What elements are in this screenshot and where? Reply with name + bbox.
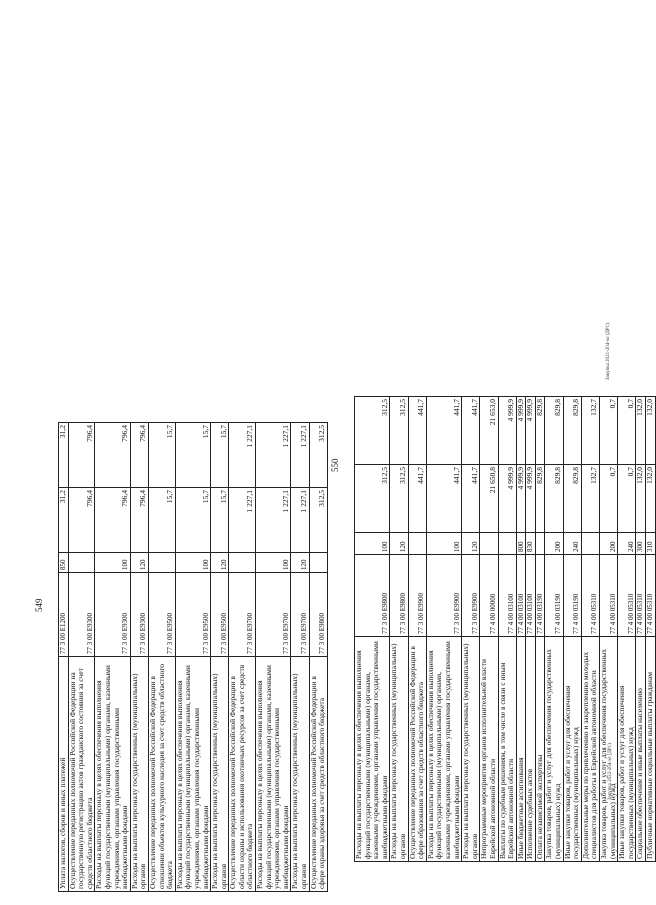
row-amount-year2: 15,7 [175, 423, 210, 488]
row-code: 77 4 00 03190 [563, 555, 581, 637]
table-row [68, 423, 95, 892]
row-code: 77 4 00 05310 [636, 555, 646, 637]
row-code: 77 4 00 05310 [581, 555, 599, 637]
row-amount-year1: 15,7 [148, 488, 175, 553]
row-amount-year2: 796,4 [130, 423, 148, 488]
row-name: Расходы на выплаты персоналу государственных (муниципальных) органов [462, 637, 480, 862]
row-code: 77 3 00 E9800 [355, 555, 390, 637]
row-name: Публичные нормативные социальные выплаты гражданам [646, 637, 656, 862]
row-amount-year1: 829,8 [563, 465, 581, 533]
row-amount-year2: 441,7 [462, 397, 480, 465]
row-amount-year2: 15,7 [211, 423, 229, 488]
table-row [581, 397, 599, 862]
row-amount-year2: 441,7 [426, 397, 461, 465]
row-code: 77 3 00 E9900 [408, 555, 426, 637]
row-expense-type [408, 533, 426, 555]
row-expense-type: 100 [426, 533, 461, 555]
row-amount-year2: 4 999,9 [526, 397, 536, 465]
row-code: 77 3 00 E9500 [211, 573, 229, 657]
row-amount-year2: 0,7 [600, 397, 618, 465]
table-row [545, 397, 563, 862]
table-row [498, 397, 516, 862]
row-amount-year1: 15,7 [175, 488, 210, 553]
row-amount-year1: 1 227,1 [256, 488, 291, 553]
row-name: Осуществление переданных полномочий Российской Федерации в сфере охраны здоровья за счет средств областного бюджета [309, 657, 327, 892]
row-expense-type: 240 [563, 533, 581, 555]
row-amount-year1: 132,0 [636, 465, 646, 533]
row-expense-type [480, 533, 498, 555]
row-amount-year1: 312,5 [355, 465, 390, 533]
row-amount-year2: 312,5 [309, 423, 327, 488]
row-amount-year2: 829,8 [545, 397, 563, 465]
row-expense-type: 200 [600, 533, 618, 555]
page-footer: Закупка 2021-204-эл (ДР1) [606, 323, 611, 380]
row-expense-type [68, 553, 95, 573]
row-code: 77 4 00 03100 [516, 555, 526, 637]
row-amount-year1: 21 650,8 [480, 465, 498, 533]
row-expense-type: 200 [545, 533, 563, 555]
row-name: Расходы на выплаты персоналу в целях обеспечения выполнения функций государственными (муниципальными) органами, казенными учреждениями, органами управления государственными внебюджетными фондами [175, 657, 210, 892]
table-row [256, 423, 291, 892]
row-name: Исполнение судебных актов [526, 637, 536, 862]
row-expense-type: 830 [526, 533, 536, 555]
table-row [148, 423, 175, 892]
row-amount-year1: 132,0 [646, 465, 656, 533]
table-row [618, 397, 636, 862]
row-amount-year2: 312,5 [355, 397, 390, 465]
row-amount-year2: 1 227,1 [291, 423, 309, 488]
row-amount-year1: 796,4 [130, 488, 148, 553]
row-name: Иные закупки товаров, работ и услуг для обеспечения государственных (муниципальных) нужд [563, 637, 581, 862]
row-code: 77 3 00 E9500 [175, 573, 210, 657]
row-name: Уплата налогов, сборов и иных платежей [59, 657, 69, 892]
row-amount-year1: 796,4 [68, 488, 95, 553]
table-row [59, 423, 69, 892]
row-name: Закупка товаров, работ и услуг для обеспечения государственных (муниципальных) нужд [600, 637, 618, 862]
row-expense-type [581, 533, 599, 555]
row-expense-type: 300 [636, 533, 646, 555]
left-page [34, 332, 327, 892]
row-name: Выплаты по судебным решениям, в том числе в связи с иным Еврейской автономной области [498, 637, 516, 862]
row-amount-year1: 132,7 [581, 465, 599, 533]
row-amount-year1: 312,5 [390, 465, 408, 533]
row-name: Дополнительные меры по привлечению и закреплению молодых специалистов для работы в Еврейской автономной области [581, 637, 599, 862]
row-amount-year2: 829,8 [535, 397, 545, 465]
right-page [330, 72, 654, 862]
table-row [426, 397, 461, 862]
row-amount-year1: 31,2 [59, 488, 69, 553]
page-number: 549 [34, 598, 44, 612]
row-amount-year2: 132,0 [636, 397, 646, 465]
row-amount-year2: 15,7 [148, 423, 175, 488]
row-code: 77 3 00 E9900 [462, 555, 480, 637]
row-amount-year2: 312,5 [390, 397, 408, 465]
row-amount-year2: 21 653,0 [480, 397, 498, 465]
row-amount-year1: 1 227,1 [229, 488, 256, 553]
row-name: Расходы на выплаты персоналу государственных (муниципальных) органов [130, 657, 148, 892]
table-row [646, 397, 656, 862]
table-row [130, 423, 148, 892]
table-row [211, 423, 229, 892]
row-code: 77 4 00 03190 [535, 555, 545, 637]
row-name: Социальное обеспечение и иные выплаты населению [636, 637, 646, 862]
row-amount-year2: 441,7 [408, 397, 426, 465]
row-code: 77 3 00 E9500 [148, 573, 175, 657]
row-amount-year2: 0,7 [618, 397, 636, 465]
row-amount-year1: 312,5 [309, 488, 327, 553]
row-name: Осуществление переданных полномочий Российской Федерации в сфере образования за счет средств областного бюджета [408, 637, 426, 862]
row-amount-year2: 132,0 [646, 397, 656, 465]
row-expense-type [148, 553, 175, 573]
row-expense-type [535, 533, 545, 555]
table-row [355, 397, 390, 862]
row-name: Расходы на выплаты персоналу в целях обеспечения выполнения функций государственными (муниципальными) органами, казенными учреждениями, органами управления государственными внебюджетными фондами [95, 657, 130, 892]
row-code: 77 4 00 03100 [498, 555, 516, 637]
table-row [229, 423, 256, 892]
row-name: Расходы на выплаты персоналу государственных (муниципальных) органов [291, 657, 309, 892]
row-code: 77 3 00 E9700 [229, 573, 256, 657]
row-name: Непрограммные мероприятия органов исполнительной власти Еврейской автономной области [480, 637, 498, 862]
row-amount-year2: 829,8 [563, 397, 581, 465]
row-name: Расходы на выплаты персоналу государственных (муниципальных) органов [211, 657, 229, 892]
budget-table [58, 422, 328, 892]
row-name: Расходы на выплаты персоналу в целях обеспечения выполнения функций государственными (муниципальными) органами, казенными учреждениями, органами управления государственными внебюджетными фондами [426, 637, 461, 862]
row-amount-year2: 132,7 [581, 397, 599, 465]
table-row [462, 397, 480, 862]
row-code: 77 3 00 E1200 [59, 573, 69, 657]
row-amount-year2: 1 227,1 [256, 423, 291, 488]
row-code: 77 3 00 E9300 [95, 573, 130, 657]
row-amount-year1: 441,7 [462, 465, 480, 533]
table-row [408, 397, 426, 862]
row-amount-year1: 1 227,1 [291, 488, 309, 553]
row-expense-type [498, 533, 516, 555]
row-expense-type: 120 [291, 553, 309, 573]
row-amount-year1: 796,4 [95, 488, 130, 553]
table-row [526, 397, 536, 862]
row-amount-year2: 796,4 [68, 423, 95, 488]
row-amount-year2: 4 999,9 [498, 397, 516, 465]
row-expense-type: 120 [390, 533, 408, 555]
row-code: 77 4 00 00000 [480, 555, 498, 637]
row-name: Оплата независимой экспертизы [535, 637, 545, 862]
row-code: 77 3 00 E9800 [390, 555, 408, 637]
row-amount-year1: 441,7 [408, 465, 426, 533]
row-expense-type: 310 [646, 533, 656, 555]
row-name: Осуществление переданных полномочий Российской Федерации в области охраны и использования охотничьих ресурсов за счет средств областного бюджета [229, 657, 256, 892]
row-expense-type [309, 553, 327, 573]
row-expense-type: 100 [95, 553, 130, 573]
page-number: 550 [330, 458, 340, 472]
row-amount-year2: 1 227,1 [229, 423, 256, 488]
row-code: 77 4 00 03190 [545, 555, 563, 637]
row-amount-year1: 441,7 [426, 465, 461, 533]
row-expense-type: 800 [516, 533, 526, 555]
row-amount-year1: 15,7 [211, 488, 229, 553]
row-code: 77 3 00 E9700 [291, 573, 309, 657]
row-expense-type: 100 [355, 533, 390, 555]
row-code: 77 4 00 03100 [526, 555, 536, 637]
row-amount-year1: 4 999,9 [526, 465, 536, 533]
row-code: 77 4 00 05310 [646, 555, 656, 637]
row-amount-year2: 31,2 [59, 423, 69, 488]
row-code: 77 3 00 E9700 [256, 573, 291, 657]
row-name: Расходы на выплаты персоналу в целях обеспечения выполнения функций государственными (муниципальными) органами, казенными учреждениями, органами управления государственными внебюджетными фондами [355, 637, 390, 862]
row-code: 77 3 00 E9800 [309, 573, 327, 657]
row-amount-year2: 796,4 [95, 423, 130, 488]
row-expense-type [229, 553, 256, 573]
row-code: 77 4 00 05310 [600, 555, 618, 637]
row-amount-year1: 0,7 [600, 465, 618, 533]
row-name: Осуществление переданных полномочий Российской Федерации в отношении объектов культурного наследия за счет средств областного бюджета [148, 657, 175, 892]
row-code: 77 3 00 E9300 [68, 573, 95, 657]
row-expense-type: 850 [59, 553, 69, 573]
row-name: Осуществление переданных полномочий Российской Федерации на государственную регистрацию актов гражданского состояния за счет средств областного бюджета [68, 657, 95, 892]
row-code: 77 3 00 E9900 [426, 555, 461, 637]
row-code: 77 4 00 05310 [618, 555, 636, 637]
table-row [175, 423, 210, 892]
row-amount-year1: 0,7 [618, 465, 636, 533]
row-name: Расходы на выплаты персоналу в целях обеспечения выполнения функций государственными (муниципальными) органами, казенными учреждениями, органами управления государственными внебюджетными фондами [256, 657, 291, 892]
row-amount-year1: 829,8 [535, 465, 545, 533]
row-name: Иные бюджетные ассигнования [516, 637, 526, 862]
table-row [480, 397, 498, 862]
row-amount-year1: 4 999,9 [516, 465, 526, 533]
row-amount-year1: 4 999,9 [498, 465, 516, 533]
table-row [563, 397, 581, 862]
table-row [95, 423, 130, 892]
page-footer: Закупка 2022-204-эл (ДР1) [608, 743, 613, 800]
row-code: 77 3 00 E9300 [130, 573, 148, 657]
row-name: Иные закупки товаров, работ и услуг для обеспечения государственных (муниципальных) нужд [618, 637, 636, 862]
row-expense-type: 120 [462, 533, 480, 555]
row-expense-type: 100 [175, 553, 210, 573]
row-expense-type: 120 [130, 553, 148, 573]
row-name: Расходы на выплаты персоналу государственных (муниципальных) органов [390, 637, 408, 862]
row-expense-type: 100 [256, 553, 291, 573]
row-amount-year1: 829,8 [545, 465, 563, 533]
table-row [309, 423, 327, 892]
table-row [291, 423, 309, 892]
row-name: Закупка товаров, работ и услуг для обеспечения государственных (муниципальных) нужд [545, 637, 563, 862]
row-expense-type: 240 [618, 533, 636, 555]
row-expense-type: 120 [211, 553, 229, 573]
row-amount-year2: 4 999,9 [516, 397, 526, 465]
table-row [390, 397, 408, 862]
